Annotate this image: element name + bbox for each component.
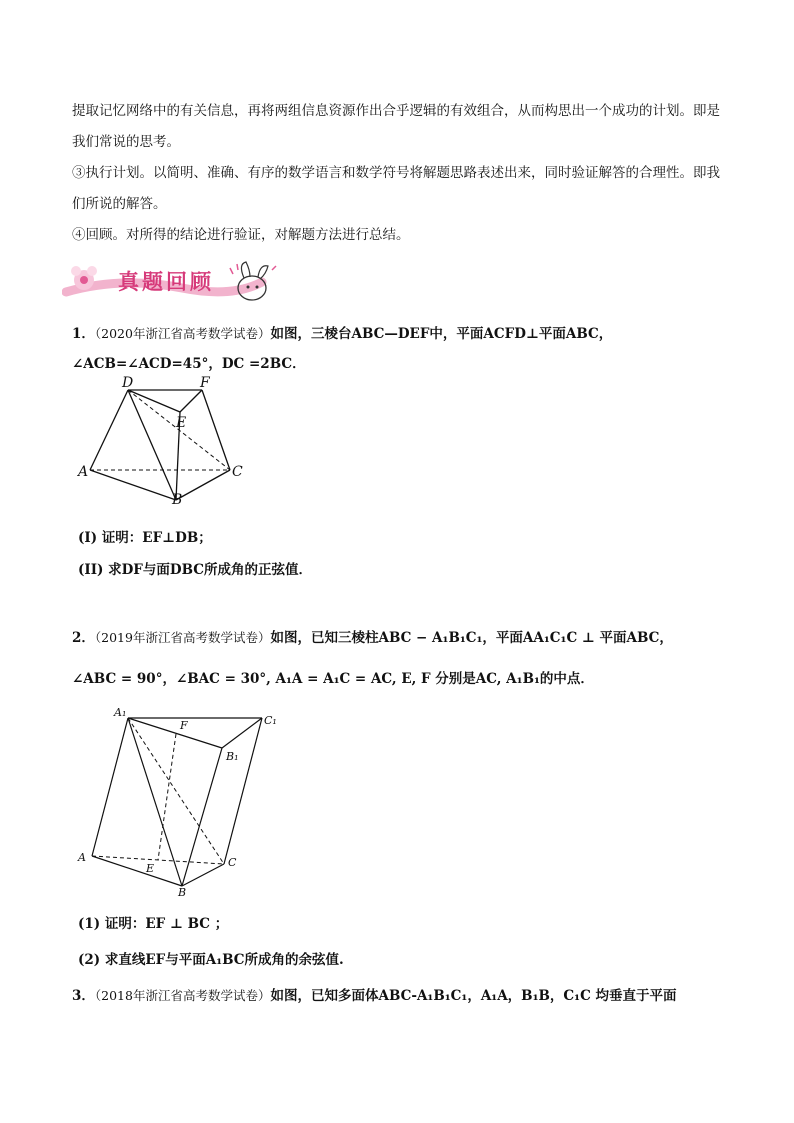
q1-number: 1． [72, 326, 95, 342]
q1-label-c: C [232, 464, 243, 480]
q1-label-f: F [200, 376, 210, 391]
q1-label-a: A [78, 464, 89, 480]
q2-label-a: A [78, 851, 86, 864]
q1-stem [72, 322, 612, 342]
q2-source: （2019年浙江省高考数学试卷） [94, 630, 271, 645]
q2-condition: ∠ABC = 90°，∠BAC = 30°, A₁A = A₁C = AC, E, F 分别是AC, A₁B₁的中点． [72, 671, 594, 687]
q1-label-e: E [176, 415, 187, 431]
intro-paragraph-1: 提取记忆网络中的有关信息，再将两组信息资源作出合乎逻辑的有效组合，从而构思出一个成功的计划。即是我们常说的思考。 [72, 103, 720, 150]
q2-label-a1: A₁ [114, 706, 127, 719]
q2-part-1: (1) 证明：EF ⊥ BC ； [78, 916, 229, 932]
q2-label-b: B [178, 886, 187, 896]
q3-stem [72, 984, 677, 1004]
q2-label-e: E [146, 862, 155, 875]
q2-label-f: F [180, 719, 188, 732]
q1-stem-text: 如图，三棱台ABC—DEF中，平面ACFD⊥平面ABC， [270, 326, 613, 342]
q2-stem-text: 如图，已知三棱柱ABC − A₁B₁C₁，平面AA₁C₁C ⊥ 平面ABC， [270, 630, 673, 646]
q1-label-b: B [172, 492, 183, 506]
q2-figure [72, 706, 282, 896]
intro-paragraph-3: ④回顾。对所得的结论进行验证，对解题方法进行总结。 [72, 227, 410, 243]
q3-source: （2018年浙江省高考数学试卷） [94, 988, 271, 1003]
q3-stem-text: 如图，已知多面体ABC-A₁B₁C₁，A₁A，B₁B，C₁C 均垂直于平面 [270, 988, 677, 1004]
q1-condition: ∠ACB=∠ACD=45°，DC =2BC． [72, 356, 306, 372]
banner-title: 真题回顾 [118, 269, 214, 294]
q2-stem [72, 626, 673, 646]
q1-part-1: (I) 证明：EF⊥DB； [78, 530, 212, 546]
q1-figure [72, 376, 262, 506]
q2-label-b1: B₁ [226, 750, 239, 763]
section-banner [62, 258, 287, 308]
q3-number: 3． [72, 988, 95, 1004]
q1-part-2: (II) 求DF与面DBC所成角的正弦值． [78, 562, 313, 578]
intro-paragraph-2: ③执行计划。以简明、准确、有序的数学语言和数学符号将解题思路表述出来，同时验证解答的合理性。即我们所说的解答。 [72, 165, 720, 212]
q1-source: （2020年浙江省高考数学试卷） [94, 326, 271, 341]
q2-number: 2． [72, 630, 95, 646]
q2-label-c: C [228, 856, 237, 869]
q1-label-d: D [122, 376, 134, 391]
q2-label-c1: C₁ [264, 714, 277, 727]
q2-part-2: (2) 求直线EF与平面A₁BC所成角的余弦值. [78, 952, 344, 968]
